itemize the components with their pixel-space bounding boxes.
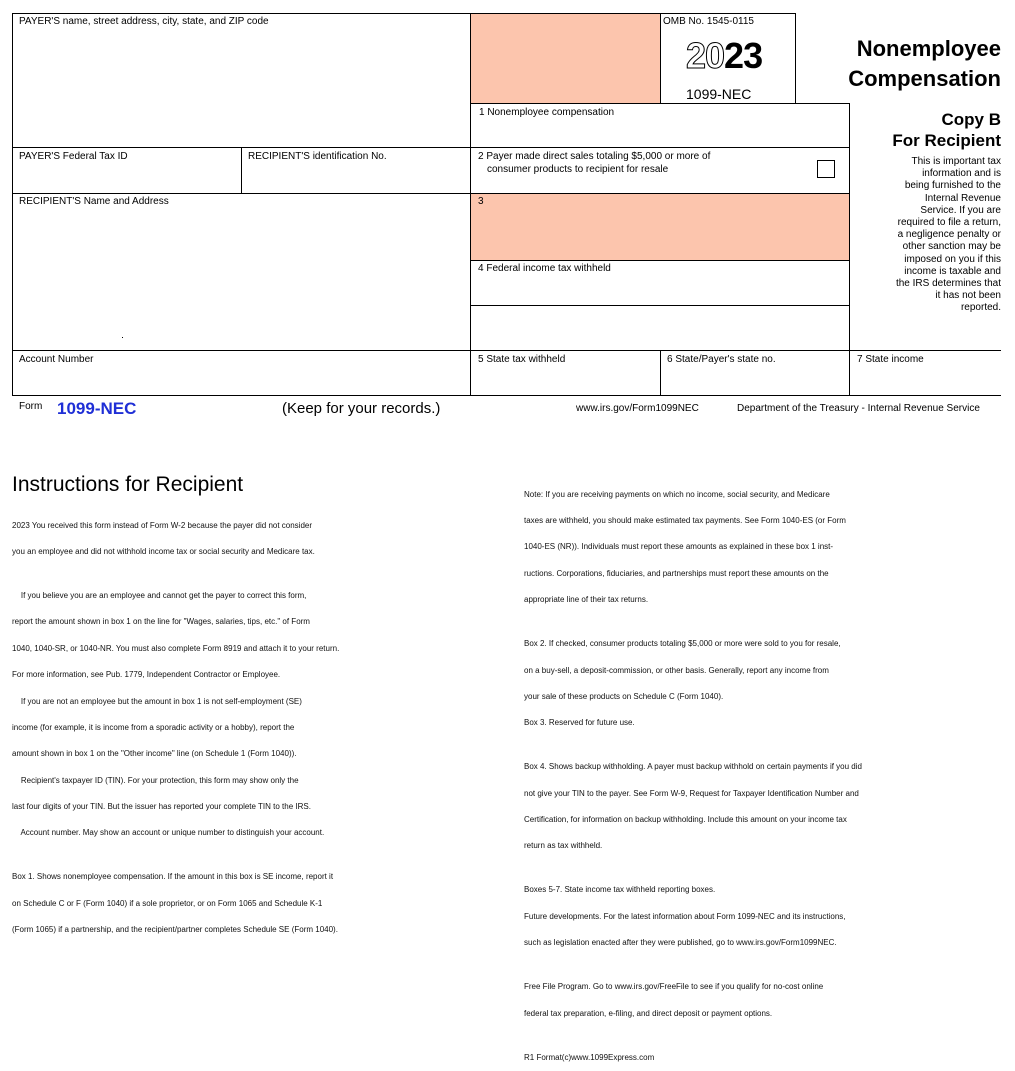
line-center-divider [470,13,471,395]
notice-line: the IRS determines that [895,278,1001,290]
notice-line: other sanction may be [902,241,1001,253]
form-title-line1: Nonemployee [856,36,1001,61]
copy-b-label: Copy B [941,110,1001,129]
footer-irs-url: www.irs.gov/Form1099NEC [576,403,699,414]
instructions-right-column [524,473,862,1071]
line-omb-right [795,13,796,103]
instruction-line: you an employee and did not withhold income tax or social security and Medicare tax. [12,546,315,556]
box3-shaded [471,194,849,260]
instruction-line: For more information, see Pub. 1779, Independent Contractor or Employee. [12,670,281,680]
footer-keep-records: (Keep for your records.) [282,400,441,417]
instruction-line: Box 3. Reserved for future use. [524,718,635,728]
instruction-line: If you believe you are an employee and cannot get the payer to correct this form, [12,590,307,600]
line-tin-bottom [12,193,849,194]
instruction-line: Future developments. For the latest information about Form 1099-NEC and its instructions, [524,911,846,921]
instruction-line: 1040, 1040-SR, or 1040-NR. You must also complete Form 8919 and attach it to your return. [12,643,340,653]
instruction-line: (Form 1065) if a partnership, and the recipient/partner completes Schedule SE (Form 1040). [12,925,338,935]
instruction-line: return as tax withheld. [524,841,603,851]
form-top-border [12,13,795,14]
notice-line: required to file a return, [897,217,1001,229]
footer-form-id: 1099-NEC [57,399,137,418]
payer-name-label: PAYER'S name, street address, city, state, and ZIP code [19,16,269,27]
instruction-line: Box 2. If checked, consumer products totaling $5,000 or more were sold to you for resale, [524,639,841,649]
notice-line: imposed on you if this [904,253,1001,265]
for-recipient-label: For Recipient [892,131,1001,150]
instruction-line: If you are not an employee but the amount in box 1 is not self-employment (SE) [12,696,302,706]
line-box3-bottom [471,260,849,261]
stray-dot [122,337,123,338]
instruction-line: Boxes 5-7. State income tax withheld reporting boxes. [524,885,716,895]
notice-line: reported. [960,302,1001,314]
instruction-line: amount shown in box 1 on the "Other income" line (on Schedule 1 (Form 1040)). [12,749,297,759]
notice-line: This is important tax [911,156,1001,167]
notice-line: Internal Revenue [924,192,1001,204]
line-box1-top [471,103,849,104]
line-shade-right [660,13,661,103]
instruction-line: R1 Format(c)www.1099Express.com [524,1052,655,1062]
form-title-line2: Compensation [848,66,1001,91]
box2-checkbox[interactable] [817,160,835,178]
notice-line: Service. If you are [920,204,1001,216]
form-id-label: 1099-NEC [686,86,752,102]
account-number-label: Account Number [19,354,94,365]
footer-department: Department of the Treasury - Internal Revenue Service [737,403,980,414]
instruction-line: taxes are withheld, you should make estimated tax payments. See Form 1040-ES (or Form [524,515,846,525]
important-notice [880,156,1001,315]
line-recipient-bottom [12,350,1001,351]
omb-number: OMB No. 1545-0115 [663,16,754,27]
notice-line: income is taxable and [904,265,1001,277]
instruction-line: 2023 You received this form instead of Form W-2 because the payer did not consider [12,520,313,530]
instruction-line: your sale of these products on Schedule C (Form 1040). [524,691,724,701]
notice-line: a negligence penalty or [897,229,1001,241]
form-left-border [12,13,13,395]
instruction-line: on a buy-sell, a deposit-commission, or other basis. Generally, report any income from [524,665,829,675]
box7-label: 7 State income [857,354,924,365]
instruction-line: last four digits of your TIN. But the issuer has reported your complete TIN to the IRS. [12,802,311,812]
box2-label-line1: 2 Payer made direct sales totaling $5,000 or more of [478,151,711,162]
notice-line: being furnished to the [904,180,1001,192]
instruction-line: income (for example, it is income from a sporadic activity or a hobby), report the [12,722,295,732]
line-box5-divider [660,350,661,395]
recipient-name-label: RECIPIENT'S Name and Address [19,196,169,207]
notice-line: information and is [922,168,1001,180]
instruction-line: appropriate line of their tax returns. [524,595,649,605]
instruction-line: federal tax preparation, e-filing, and direct deposit or payment options. [524,1008,773,1018]
footer-form-word: Form [19,401,43,412]
instruction-line: 1040-ES (NR)). Individuals must report these amounts as explained in these box 1 inst- [524,542,834,552]
shaded-area-top [471,14,660,103]
instruction-line: on Schedule C or F (Form 1040) if a sole proprietor, or on Form 1065 and Schedule K-1 [12,898,323,908]
instruction-line: ructions. Corporations, fiduciaries, and partnerships must report these amounts on the [524,568,829,578]
box5-label: 5 State tax withheld [478,354,566,365]
instruction-line: Note: If you are receiving payments on which no income, social security, and Medicare [524,489,830,499]
instruction-line: Box 1. Shows nonemployee compensation. If the amount in this box is SE income, report it [12,872,334,882]
instructions-title: Instructions for Recipient [12,473,244,496]
instruction-line: not give your TIN to the payer. See Form W-9, Request for Taxpayer Identification Number and [524,788,859,798]
instruction-line: such as legislation enacted after they were published, go to www.irs.gov/Form1099NEC. [524,938,837,948]
box3-label: 3 [478,196,484,207]
instruction-line: Certification, for information on backup withholding. Include this amount on your income tax [524,815,847,825]
tax-year-suffix: 23 [724,35,763,76]
box6-label: 6 State/Payer's state no. [667,354,776,365]
tax-year [686,36,762,76]
payer-tin-label: PAYER'S Federal Tax ID [19,151,128,162]
line-box4-bottom [471,305,849,306]
instruction-line: Box 4. Shows backup withholding. A payer must backup withhold on certain payments if you did [524,762,862,772]
line-tin-divider [241,147,242,193]
tax-year-prefix: 20 [686,35,725,76]
form-bottom-border [12,395,1001,396]
box4-label: 4 Federal income tax withheld [478,263,611,274]
recipient-tin-label: RECIPIENT'S identification No. [248,151,387,162]
line-payer-bottom [12,147,849,148]
instruction-line: Recipient's taxpayer ID (TIN). For your protection, this form may show only the [12,775,299,785]
instructions-left-column [12,504,339,944]
notice-line: it has not been [935,290,1001,302]
box1-label: 1 Nonemployee compensation [479,107,615,118]
instruction-line: Account number. May show an account or unique number to distinguish your account. [12,828,325,838]
box2-label-line2: consumer products to recipient for resale [487,164,669,175]
line-right-border [849,103,850,395]
instruction-line: report the amount shown in box 1 on the line for "Wages, salaries, tips, etc." of Form [12,617,310,627]
instruction-line: Free File Program. Go to www.irs.gov/FreeFile to see if you qualify for no-cost online [524,982,824,992]
